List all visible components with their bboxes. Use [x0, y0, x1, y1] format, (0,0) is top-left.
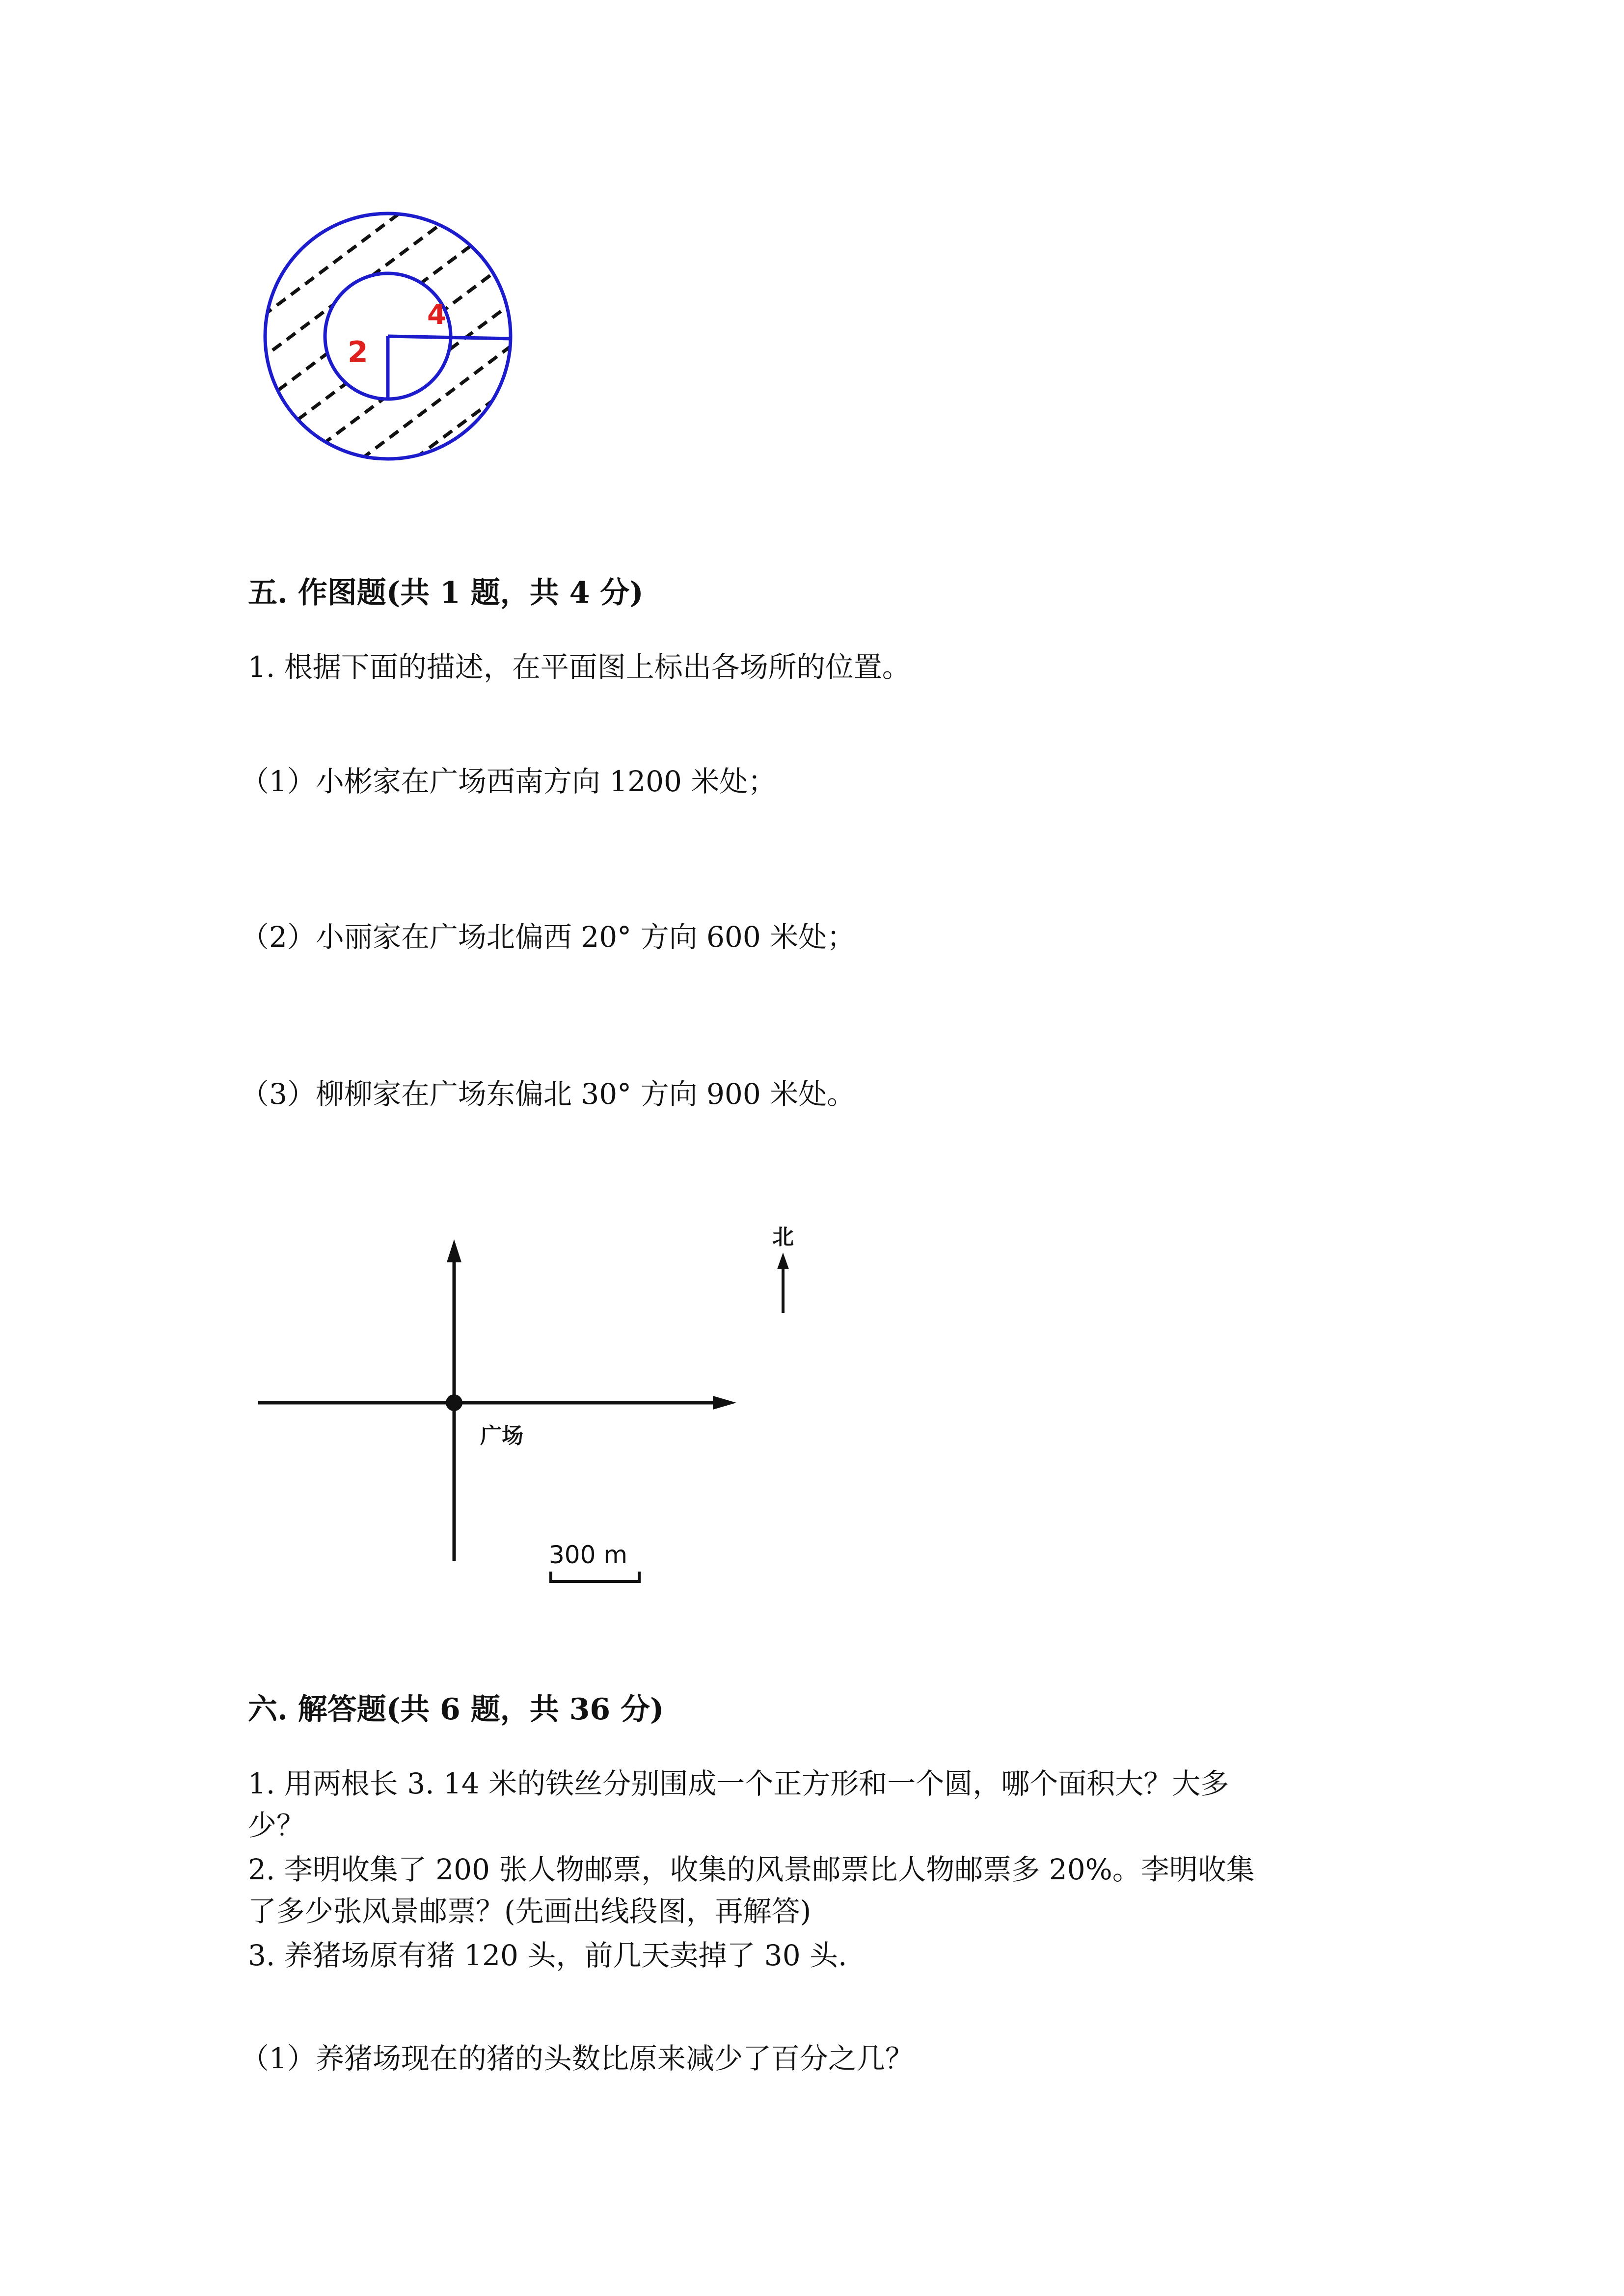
section5-item-2: （2）小丽家在广场北偏西 20° 方向 600 米处；	[241, 920, 856, 954]
section5-heading: 五. 作图题(共 1 题，共 4 分)	[248, 576, 644, 610]
section6-line-5: 3. 养猪场原有猪 120 头，前几天卖掉了 30 头.	[248, 1939, 847, 1972]
scale-label: 300 m	[549, 1541, 628, 1569]
ring-width-label: 4	[427, 299, 446, 331]
square-label: 广场	[480, 1423, 523, 1448]
section6-line-1: 1. 用两根长 3. 14 米的铁丝分别围成一个正方形和一个圆，哪个面积大？大多	[248, 1767, 1229, 1800]
ring-area-figure	[255, 206, 520, 471]
section5-item-3: （3）柳柳家在广场东偏北 30° 方向 900 米处。	[241, 1077, 856, 1111]
square-center-point	[446, 1394, 462, 1411]
section6-subquestion-1: （1）养猪场现在的猪的头数比原来减少了百分之几？	[241, 2042, 914, 2075]
horizontal-arrow-head	[713, 1396, 736, 1410]
section6-heading: 六. 解答题(共 6 题，共 36 分)	[248, 1692, 664, 1727]
scale-bar	[551, 1572, 639, 1581]
plan-map-figure	[245, 1217, 835, 1600]
section6-line-3: 2. 李明收集了 200 张人物邮票，收集的风景邮票比人物邮票多 20%。李明收集	[248, 1853, 1255, 1886]
north-label: 北	[772, 1225, 794, 1250]
north-arrow-head	[777, 1253, 789, 1269]
section6-line-4: 了多少张风景邮票？(先画出线段图，再解答)	[248, 1895, 812, 1928]
section6-line-2: 少？	[248, 1809, 305, 1842]
inner-radius-label: 2	[348, 335, 368, 370]
vertical-arrow-head	[447, 1239, 461, 1262]
section5-question1: 1. 根据下面的描述，在平面图上标出各场所的位置。	[248, 650, 911, 684]
outer-radius-line	[388, 336, 511, 339]
section5-item-1: （1）小彬家在广场西南方向 1200 米处；	[241, 765, 777, 798]
